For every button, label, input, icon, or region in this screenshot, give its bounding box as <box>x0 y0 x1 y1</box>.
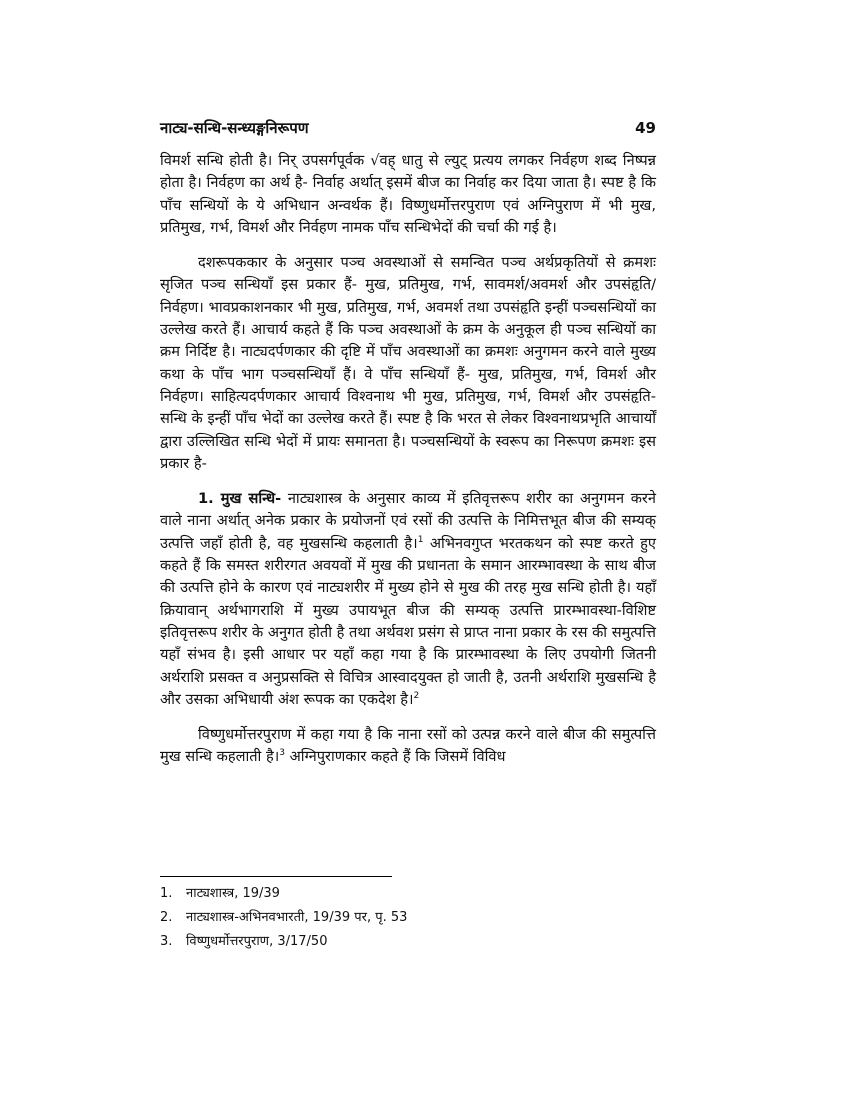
paragraph-text: अभिनवगुप्त भरतकथन को स्पष्ट करते हुए कहते हैं कि समस्त शरीरगत अवयवों में मुख की प्रधानता के समान आरम्भावस्था के साथ बीज की उत्पत्ति होने के कारण एवं नाट्यशरीर में मुख्य होने से मुख की तरह मुख सन्धि होती है। यहाँ क्रियावान् अर्थभागराशि में मुख्य उपायभूत बीज की सम्यक् उत्पत्ति प्रारम्भावस्था-विशिष्ट इतिवृत्तरूप शरीर के अनुगत होती है तथा अर्थवश प्रसंग से प्राप्त नाना प्रकार के रस की समुत्पत्ति यहाँ संभव है। इसी आधार पर यहाँ कहा गया है कि प्रारम्भावस्था के लिए उपयोगी जितनी अर्थराशि प्रसक्त व अनुप्रसक्ति से विचित्र आस्वादयुक्त हो जाती है, उतनी अर्थराशि मुखसन्धि है और उसका अभिधायी अंश रूपक का एकदेश है। <box>160 534 656 708</box>
body-text <box>160 150 656 782</box>
footnote-number: 3. <box>160 934 173 949</box>
footnote-text: विष्णुधर्मोत्तरपुराण, 3/17/50 <box>186 934 328 949</box>
paragraph-text: नाट्यशास्त्र के अनुसार काव्य में इतिवृत्तरूप शरीर का अनुगमन करने वाले नाना अर्थात् अनेक प्रकार के प्रयोजनों एवं रसों की उत्पत्ति के निमित्तभूत बीज की सम्यक् उत्पत्ति जहाँ होती है, वह मुखसन्धि कहलाती है। <box>160 490 657 552</box>
footnote-number: 1. <box>160 886 173 901</box>
paragraph-text: विष्णुधर्मोत्तरपुराण में कहा गया है कि नाना रसों को उत्पन्न करने वाले बीज की समुत्पत्ति मुख सन्धि कहलाती है। <box>160 726 656 766</box>
footnote-ref: 1 <box>417 534 424 545</box>
running-header <box>160 118 656 138</box>
footnote-divider <box>160 876 392 877</box>
footnote-text: नाट्यशास्त्र-अभिनवभारती, 19/39 पर, पृ. 53 <box>186 910 408 925</box>
footnote <box>160 930 656 954</box>
section-heading: 1. मुख सन्धि- <box>198 490 282 508</box>
footnote <box>160 882 656 906</box>
paragraph <box>160 724 656 769</box>
footnote <box>160 906 656 930</box>
footnote-number: 2. <box>160 910 173 925</box>
paragraph-text: अग्निपुराणकार कहते हैं कि जिसमें विविध <box>285 748 506 766</box>
footnote-ref: 3 <box>279 748 285 759</box>
footnotes <box>160 882 656 954</box>
footnote-ref: 2 <box>413 690 420 701</box>
paragraph: दशरूपककार के अनुसार पञ्च अवस्थाओं से समन्वित पञ्च अर्थप्रकृतियों से क्रमशः सृजित पञ्च सन्धियाँ इस प्रकार हैं- मुख, प्रतिमुख, गर्भ, सावमर्श/अवमर्श और उपसंहृति/निर्वहण। भावप्रकाशनकार भी मुख, प्रतिमुख, गर्भ, अवमर्श तथा उपसंहृति इन्हीं पञ्चसन्धियों का उल्लेख करते हैं। आचार्य कहते हैं कि पञ्च अवस्थाओं के क्रम के अनुकूल ही पञ्च सन्धियों का क्रम निर्दिष्ट है। नाट्यदर्पणकार की दृष्टि में पाँच अवस्थाओं का क्रमशः अनुगमन करने वाले मुख्य कथा के पाँच भाग पञ्चसन्धियाँ हैं। वे पाँच सन्धियाँ हैं- मुख, प्रतिमुख, गर्भ, विमर्श और निर्वहण। साहित्यदर्पणकार आचार्य विश्वनाथ भी मुख, प्रतिमुख, गर्भ, विमर्श और उपसंहृति-सन्धि के इन्हीं पाँच भेदों का उल्लेख करते हैं। स्पष्ट है कि भरत से लेकर विश्वनाथप्रभृति आचार्यों द्वारा उल्लिखित सन्धि भेदों में प्रायः समानता है। पञ्चसन्धियों के स्वरूप का निरूपण क्रमशः इस प्रकार है- <box>160 254 656 472</box>
section-paragraph <box>160 488 656 711</box>
paragraph: विमर्श सन्धि होती है। निर् उपसर्गपूर्वक √वह् धातु से ल्युट् प्रत्यय लगकर निर्वहण शब्द निष्पन्न होता है। निर्वहण का अर्थ है- निर्वाह अर्थात् इसमें बीज का निर्वाह कर दिया जाता है। स्पष्ट है कि पाँच सन्धियों के ये अभिधान अन्वर्थक हैं। विष्णुधर्मोत्तरपुराण एवं अग्निपुराण में भी मुख, प्रतिमुख, गर्भ, विमर्श और निर्वहण नामक पाँच सन्धिभेदों की चर्चा की गई है। <box>160 152 656 236</box>
running-title: नाट्य-सन्धि-सन्ध्यङ्गनिरूपण <box>160 119 309 137</box>
footnote-text: नाट्यशास्त्र, 19/39 <box>186 886 280 901</box>
page-number: 49 <box>635 119 656 137</box>
